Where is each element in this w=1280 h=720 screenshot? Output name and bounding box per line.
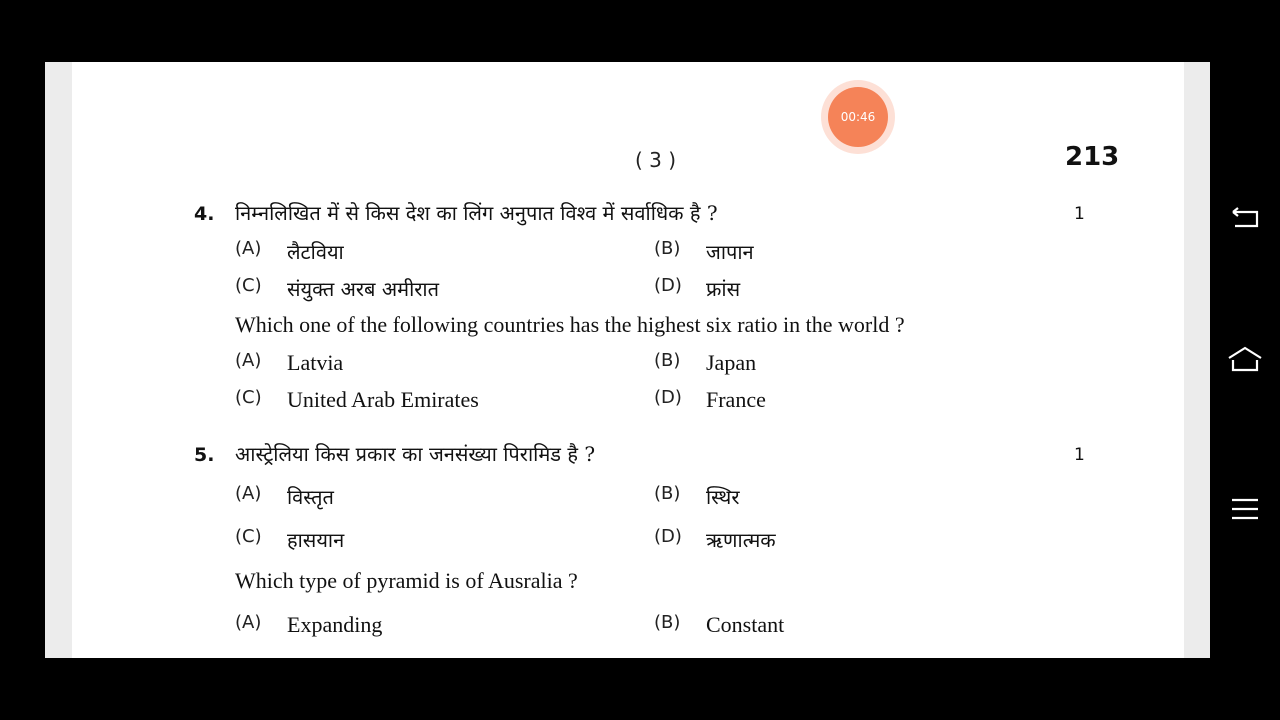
option-b-hindi [654,238,754,265]
option-key: (C) [235,275,262,296]
question-marks: 1 [1074,204,1085,224]
option-text: ऋणात्मक [706,528,776,552]
option-a-english [235,612,382,638]
option-key: (C) [235,387,262,408]
option-text: लैटविया [287,240,344,264]
timer-text: 00:46 [840,110,876,124]
option-a-hindi [235,238,344,265]
home-icon [1225,344,1265,374]
option-key: (A) [235,612,262,633]
document-viewer[interactable] [45,62,1210,658]
option-key: (A) [235,483,262,504]
option-text: France [706,387,766,412]
option-text: हासयान [287,528,345,552]
option-text: स्थिर [706,485,740,509]
option-key: (B) [654,238,681,259]
question-number: 4. [194,203,215,225]
option-key: (B) [654,612,681,633]
option-text: जापान [706,240,754,264]
option-text: United Arab Emirates [287,387,479,412]
question-text-english: Which type of pyramid is of Ausralia ? [235,568,578,593]
option-key: (A) [235,238,262,259]
option-b-english [654,350,756,376]
question-text-hindi: आस्ट्रेलिया किस प्रकार का जनसंख्या पिरामिड है ? [235,442,596,466]
option-key: (D) [654,526,682,547]
option-key: (C) [235,526,262,547]
option-text: विस्तृत [287,485,334,509]
option-c-hindi [235,275,439,302]
option-key: (B) [654,350,681,371]
option-b-hindi [654,483,740,510]
page-indicator: ( 3 ) [635,148,677,172]
home-button[interactable] [1222,336,1268,382]
menu-button[interactable] [1222,486,1268,532]
option-d-english [654,387,766,413]
paper-code: 213 [1065,142,1120,172]
option-text: Latvia [287,350,344,375]
option-text: फ्रांस [706,277,741,301]
option-d-hindi [654,275,740,302]
question-text-english: Which one of the following countries has the highest six ratio in the world ? [235,312,905,337]
option-text: Constant [706,612,785,637]
option-c-english [235,387,479,413]
option-text: संयुक्त अरब अमीरात [287,277,440,301]
document-page [72,62,1184,658]
option-a-hindi [235,483,334,510]
option-c-hindi [235,526,344,553]
back-button[interactable] [1222,195,1268,241]
question-number: 5. [194,444,215,466]
option-key: (A) [235,350,262,371]
option-a-english [235,350,343,376]
back-icon [1229,204,1261,232]
timer-bubble[interactable] [828,87,888,147]
option-d-hindi [654,526,776,553]
question-text-hindi: निम्नलिखित में से किस देश का लिंग अनुपात विश्व में सर्वाधिक है ? [235,201,718,225]
option-key: (D) [654,275,682,296]
option-b-english [654,612,784,638]
option-text: Expanding [287,612,383,637]
navigation-bar [1210,0,1280,720]
question-marks: 1 [1074,445,1085,465]
option-key: (B) [654,483,681,504]
option-text: Japan [706,350,757,375]
option-key: (D) [654,387,682,408]
menu-icon [1230,497,1260,521]
